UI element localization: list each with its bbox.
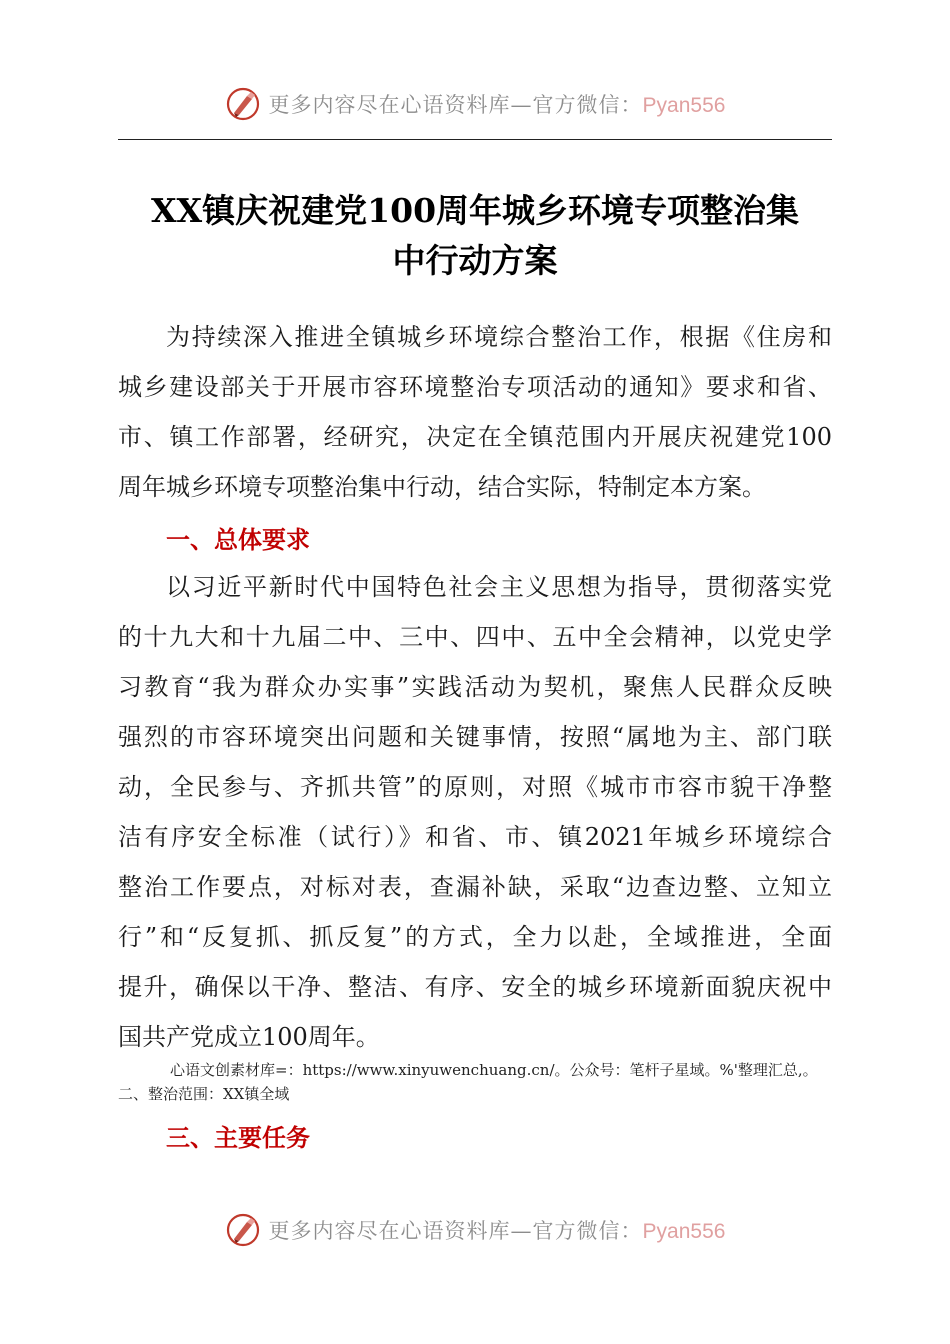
footer-banner (0, 1208, 950, 1252)
section-heading-main-tasks: 三、主要任务 (166, 1124, 310, 1152)
paragraph-line: 提升，确保以干净、整洁、有序、安全的城乡环境新面貌庆祝中 (118, 973, 832, 1001)
paragraph-line: 习教育“我为群众办实事”实践活动为契机，聚焦人民群众反映 (118, 673, 832, 701)
banner-text-prefix: 更多内容尽在心语资料库—官方微信： (268, 1219, 643, 1243)
paragraph-line: 以习近平新时代中国特色社会主义思想为指导，贯彻落实党 (166, 573, 832, 601)
wechat-id: Pyan556 (642, 1220, 726, 1243)
paragraph-line: 整治工作要点，对标对表，查漏补缺，采取“边查边整、立知立 (118, 873, 832, 901)
source-note: 心语文创素材库=：https://www.xinyuwenchuang.cn/。公众号：笔杆子星域。%'整理汇总,。 (170, 1061, 818, 1079)
fountain-pen-logo-icon (225, 86, 261, 122)
paragraph-line: 行”和“反复抓、抓反复”的方式，全力以赴，全域推进，全面 (118, 923, 832, 951)
paragraph-line: 为持续深入推进全镇城乡环境综合整治工作，根据《住房和 (166, 323, 832, 351)
paragraph-line: 国共产党成立100周年。 (118, 1023, 380, 1051)
paragraph-line: 周年城乡环境专项整治集中行动，结合实际，特制定本方案。 (118, 473, 766, 501)
header-divider (118, 139, 832, 140)
paragraph-line: 的十九大和十九届二中、三中、四中、五中全会精神，以党史学 (118, 623, 832, 651)
banner-text (269, 1215, 726, 1245)
section-heading-general-requirements: 一、总体要求 (166, 526, 310, 554)
banner-text-prefix: 更多内容尽在心语资料库—官方微信： (268, 93, 643, 117)
title-line-2: 中行动方案 (392, 241, 558, 280)
title-line-1: XX镇庆祝建党100周年城乡环境专项整治集 (150, 191, 800, 230)
paragraph-line: 洁有序安全标准（试行）》和省、市、镇2021年城乡环境综合 (118, 823, 832, 851)
banner-text (269, 89, 726, 119)
paragraph-line: 强烈的市容环境突出问题和关键事情，按照“属地为主、部门联 (118, 723, 832, 751)
paragraph-line: 城乡建设部关于开展市容环境整治专项活动的通知》要求和省、 (118, 373, 832, 401)
paragraph-line: 市、镇工作部署，经研究，决定在全镇范围内开展庆祝建党100 (118, 423, 832, 451)
intro-paragraph (118, 312, 832, 512)
fountain-pen-logo-icon (225, 1212, 261, 1248)
document-title (118, 186, 832, 286)
header-banner (0, 82, 950, 126)
wechat-id: Pyan556 (642, 94, 726, 117)
paragraph-line: 动，全民参与、齐抓共管”的原则，对照《城市市容市貌干净整 (118, 773, 832, 801)
scope-note: 二、整治范围：XX镇全域 (118, 1085, 290, 1103)
general-requirements-paragraph (118, 562, 832, 1062)
